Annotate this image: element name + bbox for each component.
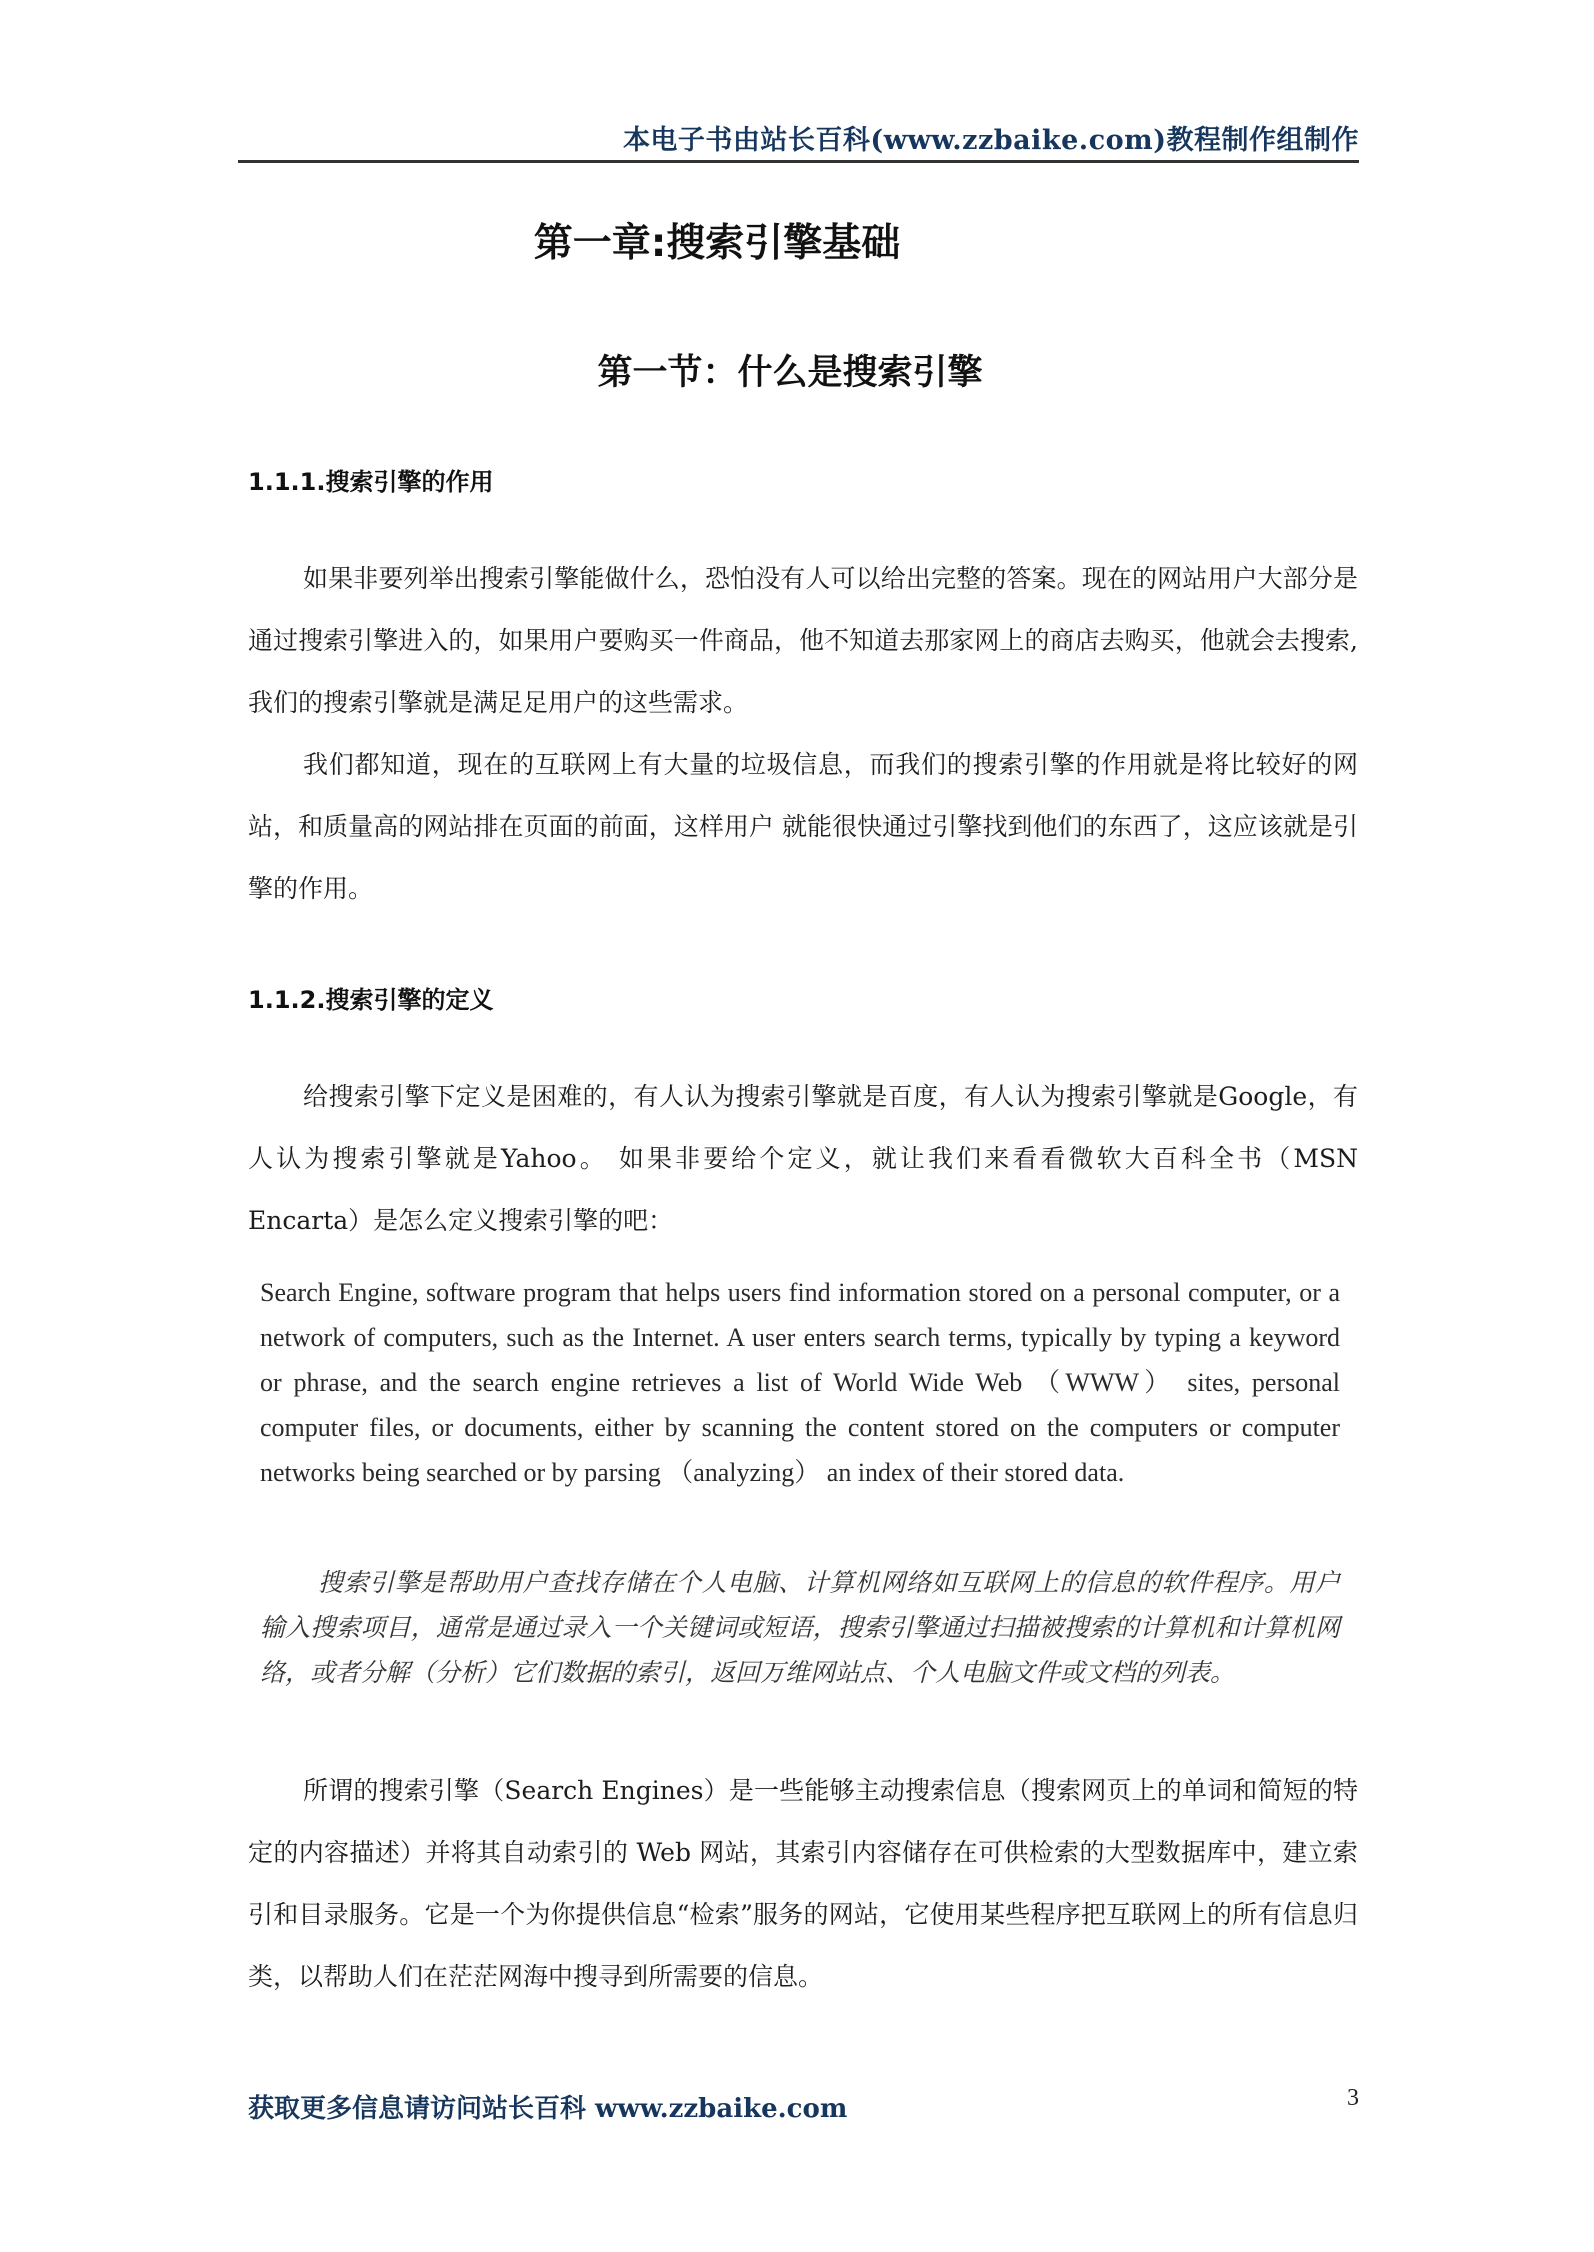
paragraph: 我们都知道，现在的互联网上有大量的垃圾信息，而我们的搜索引擎的作用就是将比较好的网站，和质量高的网站排在页面的前面，这样用户 就能很快通过引擎找到他们的东西了，这应该就是引擎的作用。 — [248, 750, 1358, 903]
paragraph: 所谓的搜索引擎（Search Engines）是一些能够主动搜索信息（搜索网页上的单词和简短的特定的内容描述）并将其自动索引的 Web 网站，其索引内容储存在可供检索的大型数据库中，建立索引和目录服务。它是一个为你提供信息“检索”服务的网站，它使用某些程序把互联网上的所有信息归类，以帮助人们在茫茫网海中搜寻到所需要的信息。 — [248, 1776, 1358, 1991]
page-footer: 获取更多信息请访问站长百科 www.zzbaike.com — [248, 2094, 848, 2124]
header-divider — [238, 160, 1359, 163]
quote-english: Search Engine, software program that helps users find information stored on a personal computer, or a network of computers, such as the Internet. A user enters search terms, typically by typing a keyword or phrase, and the search engine retrieves a list of World Wide Web （WWW） sites, personal computer files, or documents, either by scanning the content stored on the computers or computer networks being searched or by parsing （analyzing） an index of their stored data. — [260, 1278, 1340, 1487]
paragraph: 如果非要列举出搜索引擎能做什么，恐怕没有人可以给出完整的答案。现在的网站用户大部分是通过搜索引擎进入的，如果用户要购买一件商品，他不知道去那家网上的商店去购买，他就会去搜索,我们的搜索引擎就是满足足用户的这些需求。 — [248, 564, 1358, 717]
subsection-heading-1-1-2: 1.1.2.搜索引擎的定义 — [248, 986, 494, 1014]
quote-chinese: 搜索引擎是帮助用户查找存储在个人电脑、计算机网络如互联网上的信息的软件程序。用户输入搜索项目，通常是通过录入一个关键词或短语，搜索引擎通过扫描被搜索的计算机和计算机网络，或者分解（分析）它们数据的索引，返回万维网站点、个人电脑文件或文档的列表。 — [260, 1568, 1340, 1687]
page-header: 本电子书由站长百科(www.zzbaike.com)教程制作组制作 — [622, 125, 1359, 156]
subsection-heading-1-1-1: 1.1.1.搜索引擎的作用 — [248, 468, 494, 496]
page-number: 3 — [1347, 2085, 1359, 2111]
section-title: 第一节：什么是搜索引擎 — [597, 353, 983, 393]
chapter-title: 第一章:搜索引擎基础 — [533, 221, 901, 266]
paragraph: 给搜索引擎下定义是困难的，有人认为搜索引擎就是百度，有人认为搜索引擎就是Google，有人认为搜索引擎就是Yahoo。 如果非要给个定义，就让我们来看看微软大百科全书（MSN Encarta）是怎么定义搜索引擎的吧： — [248, 1082, 1358, 1235]
